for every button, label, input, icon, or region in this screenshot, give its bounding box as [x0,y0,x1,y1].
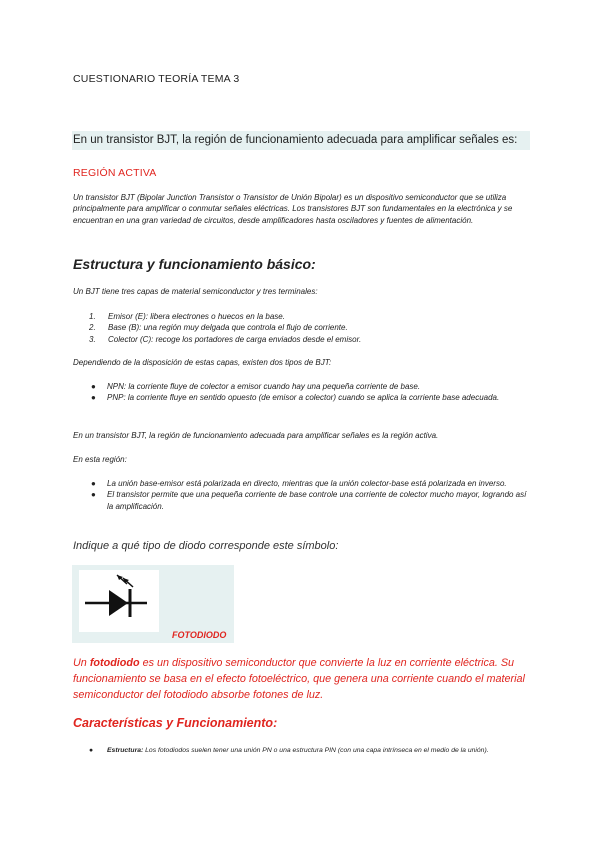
bullet-icon: ● [91,479,96,488]
characteristics-list [89,746,529,756]
bullet-icon: ● [89,747,94,754]
list-item: ● El transistor permite que una pequeña corriente de base controle una corriente de colector mucho mayor, logrando así la amplificación. [91,490,527,511]
photodiode-paragraph: Un fotodiodo es un dispositivo semiconductor que convierte la luz en corriente eléctrica. Su funcionamiento se basa en el efecto fotoeléctrico, que genera una corriente cuando el material semiconductor del fotodiodo absorbe fotones de luz. [73,657,525,701]
characteristics-heading: Características y Funcionamiento: [73,716,278,730]
region-intro: En esta región: [73,455,127,464]
photodiode-symbol-icon [79,570,159,632]
bullet-icon: ● [91,393,96,403]
document-title: CUESTIONARIO TEORÍA TEMA 3 [73,73,240,85]
active-sentence: En un transistor BJT, la región de funcionamiento adecuada para amplificar señales es la región activa. [73,431,439,440]
types-list [89,381,519,404]
list-item: 2. Base (B): una región muy delgada que controla el flujo de corriente. [89,323,348,333]
bullet-icon: ● [91,382,96,391]
list-item: ● PNP: la corriente fluye en sentido opuesto (de emisor a colector) cuando se aplica la corriente base adecuada. [91,393,500,403]
section-heading: Estructura y funcionamiento básico: [73,256,316,272]
list-item: 3. Colector (C): recoge los portadores de carga enviados desde el emisor. [89,334,362,344]
structure-intro: Un BJT tiene tres capas de material semiconductor y tres terminales: [73,287,318,296]
list-item: ● NPN: la corriente fluye de colector a emisor cuando hay una pequeña corriente de base. [91,382,421,391]
types-intro: Dependiendo de la disposición de estas capas, existen dos tipos de BJT: [73,358,332,367]
answer-2: FOTODIODO [172,630,227,640]
bullet-icon: ● [91,490,96,500]
list-item: ● Estructura: Los fotodiodos suelen tener una unión PN o una estructura PIN (con una capa intrínseca en el medio de la unión). [89,747,489,754]
list-item: 1. Emisor (E): libera electrones o huecos en la base. [89,312,285,321]
terminals-list [89,311,361,345]
list-item: ● La unión base-emisor está polarizada en directo, mientras que la unión colector-base está polarizada en inverso. [91,479,507,488]
answer-1: REGIÓN ACTIVA [73,167,157,179]
intro-paragraph: Un transistor BJT (Bipolar Junction Transistor o Transistor de Unión Bipolar) es un dispositivo semiconductor que se utiliza principalmente para amplificar o conmutar señales eléctricas. Los transistores BJT son fundamentales en la electrónica y se encuentran en una gran variedad de circuitos, desde amplificadores hasta osciladores y fuentes de alimentación. [73,193,513,225]
question-2: Indique a qué tipo de diodo corresponde este símbolo: [73,540,339,552]
question-1: En un transistor BJT, la región de funcionamiento adecuada para amplificar señales es: [73,134,518,146]
region-list [89,478,529,512]
diagram-canvas [79,570,159,632]
